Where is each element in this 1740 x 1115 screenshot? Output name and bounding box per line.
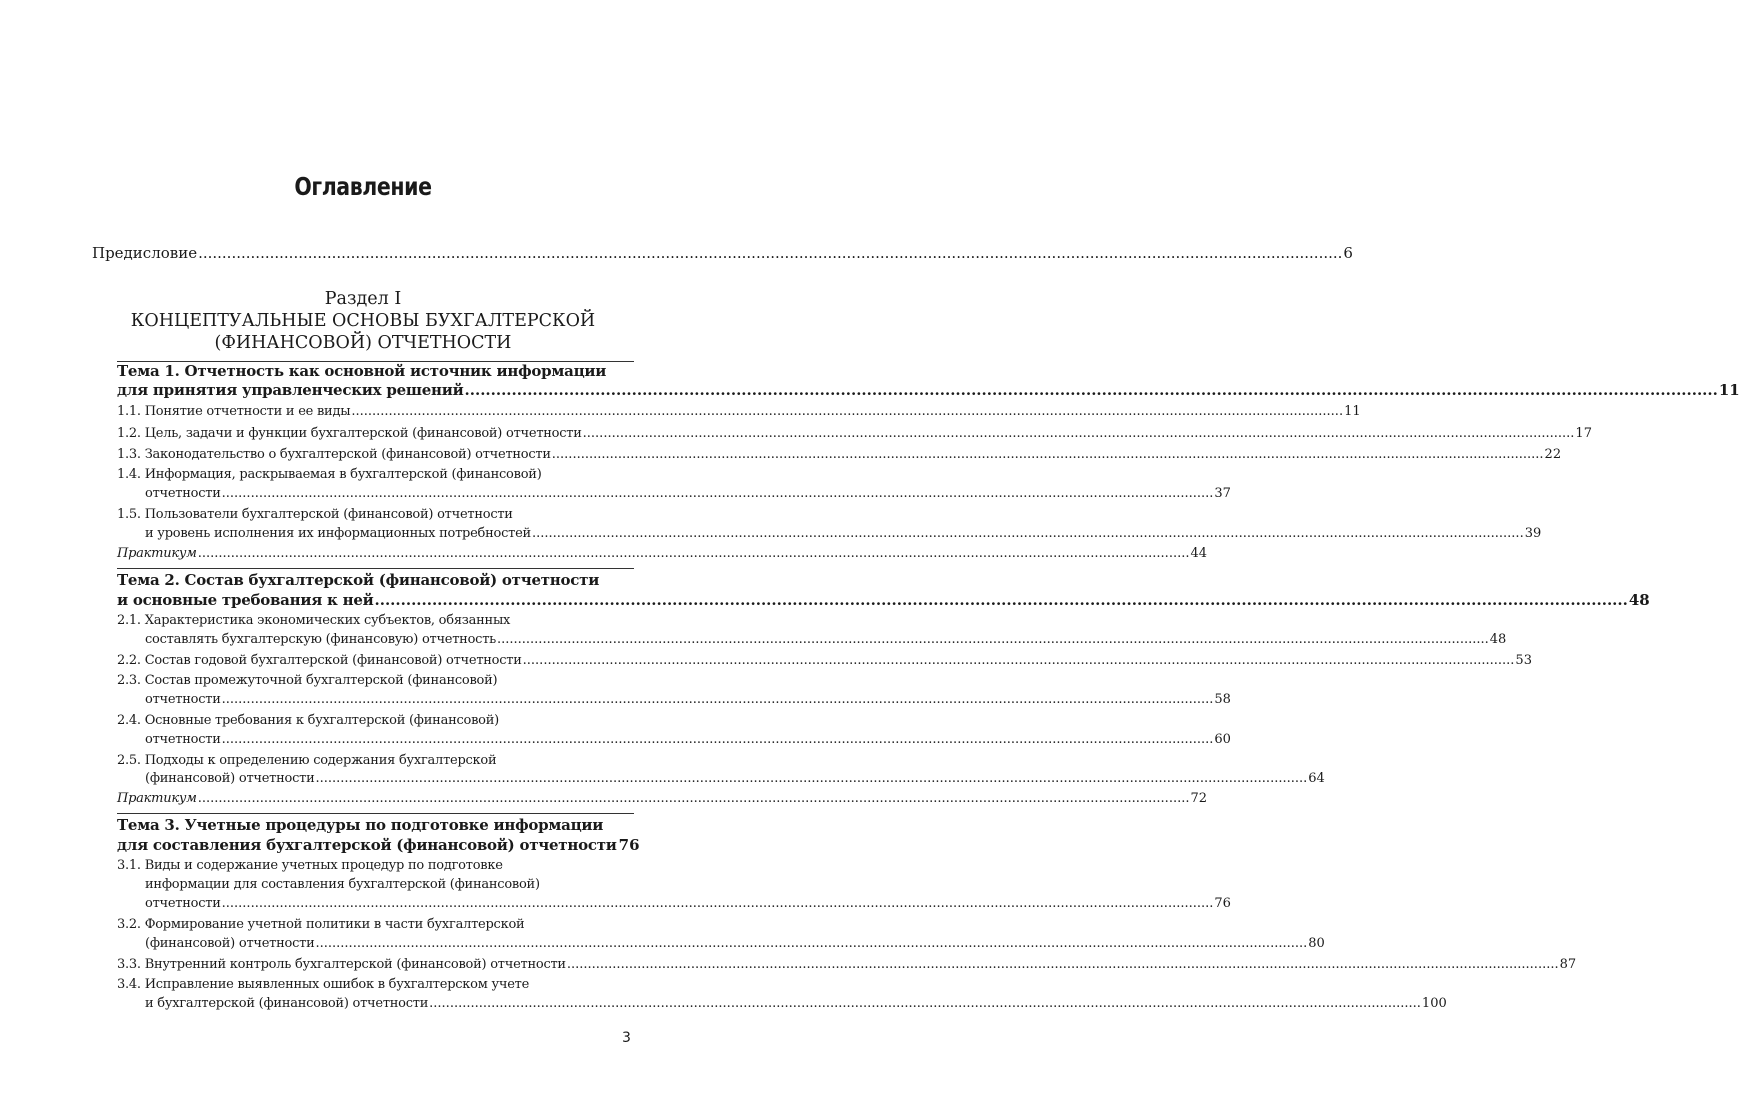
toc-entry-text: для составления бухгалтерской (финансовой) отчетности [117, 836, 617, 854]
leader-dots [497, 632, 1489, 647]
leader-dots [532, 526, 1524, 541]
toc-entry-3-1-line2[interactable]: информации для составления бухгалтерской (финансовой) [145, 877, 540, 892]
toc-entry-3-1-line1[interactable]: 3.1. Виды и содержание учетных процедур по подготовке [117, 858, 503, 873]
toc-entry-3-4[interactable] [145, 996, 1447, 1011]
toc-entry-theme3[interactable] [117, 836, 640, 854]
toc-entry-1-4-line1[interactable]: 1.4. Информация, раскрываемая в бухгалтерской (финансовой) [117, 467, 542, 482]
toc-entry-text: и бухгалтерской (финансовой) отчетности [145, 996, 429, 1011]
toc-entry-text: 1.3. Законодательство о бухгалтерской (финансовой) отчетности [117, 447, 551, 462]
leader-dots [351, 404, 1343, 419]
toc-entry-3-3[interactable] [117, 957, 1577, 972]
toc-entry-1-5-line1[interactable]: 1.5. Пользователи бухгалтерской (финансовой) отчетности [117, 507, 513, 522]
toc-entry-page: 53 [1515, 653, 1532, 668]
leader-dots [583, 426, 1575, 441]
toc-entry-text: отчетности [145, 692, 221, 707]
leader-dots [552, 447, 1544, 462]
toc-entry-page: 60 [1214, 732, 1231, 747]
leader-dots [198, 791, 1190, 806]
leader-dots [523, 653, 1515, 668]
toc-entry-text: и основные требования к ней [117, 591, 374, 609]
toc-entry-theme2[interactable] [117, 591, 1650, 609]
toc-entry-text: Предисловие [92, 244, 198, 262]
toc-entry-text: Практикум [117, 791, 197, 806]
toc-entry-2-3-line1[interactable]: 2.3. Состав промежуточной бухгалтерской (финансовой) [117, 673, 498, 688]
leader-dots [222, 486, 1214, 501]
toc-entry-1-2[interactable] [117, 426, 1592, 441]
toc-entry-page: 17 [1575, 426, 1592, 441]
leader-dots [316, 936, 1308, 951]
toc-entry-1-4[interactable] [145, 486, 1231, 501]
toc-entry-text: 1.1. Понятие отчетности и ее виды [117, 404, 351, 419]
toc-entry-text: 1.2. Цель, задачи и функции бухгалтерской (финансовой) отчетности [117, 426, 582, 441]
toc-entry-2-5-line1[interactable]: 2.5. Подходы к определению содержания бухгалтерской [117, 753, 497, 768]
toc-entry-page: 58 [1214, 692, 1231, 707]
toc-entry-theme1[interactable] [117, 381, 1740, 399]
divider [117, 568, 634, 569]
toc-entry-2-2[interactable] [117, 653, 1532, 668]
leader-dots [198, 244, 1342, 262]
toc-entry-2-5[interactable] [145, 771, 1325, 786]
toc-entry-text: 2.2. Состав годовой бухгалтерской (финансовой) отчетности [117, 653, 522, 668]
toc-entry-2-4-line1[interactable]: 2.4. Основные требования к бухгалтерской (финансовой) [117, 713, 499, 728]
theme2-title-line1[interactable]: Тема 2. Состав бухгалтерской (финансовой) отчетности [117, 571, 600, 589]
leader-dots [222, 692, 1214, 707]
section-label: Раздел I [324, 289, 402, 309]
toc-entry-text: отчетности [145, 732, 221, 747]
toc-entry-practicum-1[interactable] [117, 546, 1208, 561]
toc-entry-text: составлять бухгалтерскую (финансовую) отчетность [145, 632, 496, 647]
leader-dots [198, 546, 1190, 561]
toc-entry-3-1[interactable] [145, 896, 1231, 911]
toc-entry-text: и уровень исполнения их информационных потребностей [145, 526, 531, 541]
toc-entry-page: 39 [1524, 526, 1542, 541]
toc-entry-page: 11 [1718, 381, 1740, 399]
section-title-line1: КОНЦЕПТУАЛЬНЫЕ ОСНОВЫ БУХГАЛТЕРСКОЙ [130, 311, 596, 331]
toc-entry-2-3[interactable] [145, 692, 1231, 707]
toc-entry-2-4[interactable] [145, 732, 1231, 747]
toc-entry-1-5[interactable] [145, 526, 1542, 541]
toc-entry-page: 64 [1308, 771, 1325, 786]
toc-entry-page: 6 [1343, 244, 1353, 262]
page-number: 3 [622, 1030, 631, 1046]
toc-entry-text: для принятия управленческих решений [117, 381, 464, 399]
toc-entry-1-3[interactable] [117, 447, 1562, 462]
toc-entry-text: 3.3. Внутренний контроль бухгалтерской (финансовой) отчетности [117, 957, 566, 972]
leader-dots [567, 957, 1559, 972]
leader-dots [222, 732, 1214, 747]
toc-entry-page: 100 [1421, 996, 1447, 1011]
page-title: Оглавление [294, 172, 432, 201]
leader-dots [465, 381, 1718, 399]
toc-entry-page: 22 [1544, 447, 1562, 462]
leader-dots [316, 771, 1308, 786]
toc-entry-practicum-2[interactable] [117, 791, 1208, 806]
toc-entry-text: отчетности [145, 896, 221, 911]
toc-entry-page: 11 [1344, 404, 1361, 419]
toc-entry-page: 48 [1628, 591, 1650, 609]
toc-entry-page: 72 [1190, 791, 1208, 806]
toc-entry-2-1[interactable] [145, 632, 1507, 647]
toc-entry-2-1-line1[interactable]: 2.1. Характеристика экономических субъектов, обязанных [117, 613, 511, 628]
toc-entry-preface[interactable] [92, 244, 1353, 262]
toc-entry-text: (финансовой) отчетности [145, 936, 315, 951]
toc-entry-3-4-line1[interactable]: 3.4. Исправление выявленных ошибок в бухгалтерском учете [117, 977, 530, 992]
toc-entry-page: 87 [1559, 957, 1577, 972]
toc-entry-page: 80 [1308, 936, 1325, 951]
toc-entry-text: (финансовой) отчетности [145, 771, 315, 786]
toc-entry-page: 76 [618, 836, 640, 854]
toc-entry-page: 37 [1214, 486, 1231, 501]
toc-entry-text: отчетности [145, 486, 221, 501]
toc-entry-1-1[interactable] [117, 404, 1361, 419]
leader-dots [222, 896, 1214, 911]
toc-entry-page: 76 [1214, 896, 1231, 911]
leader-dots [375, 591, 1628, 609]
theme3-title-line1[interactable]: Тема 3. Учетные процедуры по подготовке информации [117, 816, 604, 834]
theme1-title-line1[interactable]: Тема 1. Отчетность как основной источник информации [117, 362, 607, 380]
toc-entry-page: 44 [1190, 546, 1208, 561]
leader-dots [429, 996, 1421, 1011]
section-title-line2: (ФИНАНСОВОЙ) ОТЧЕТНОСТИ [214, 333, 512, 353]
divider [117, 813, 634, 814]
toc-entry-3-2-line1[interactable]: 3.2. Формирование учетной политики в части бухгалтерской [117, 917, 525, 932]
toc-entry-3-2[interactable] [145, 936, 1325, 951]
toc-entry-text: Практикум [117, 546, 197, 561]
toc-entry-page: 48 [1489, 632, 1507, 647]
